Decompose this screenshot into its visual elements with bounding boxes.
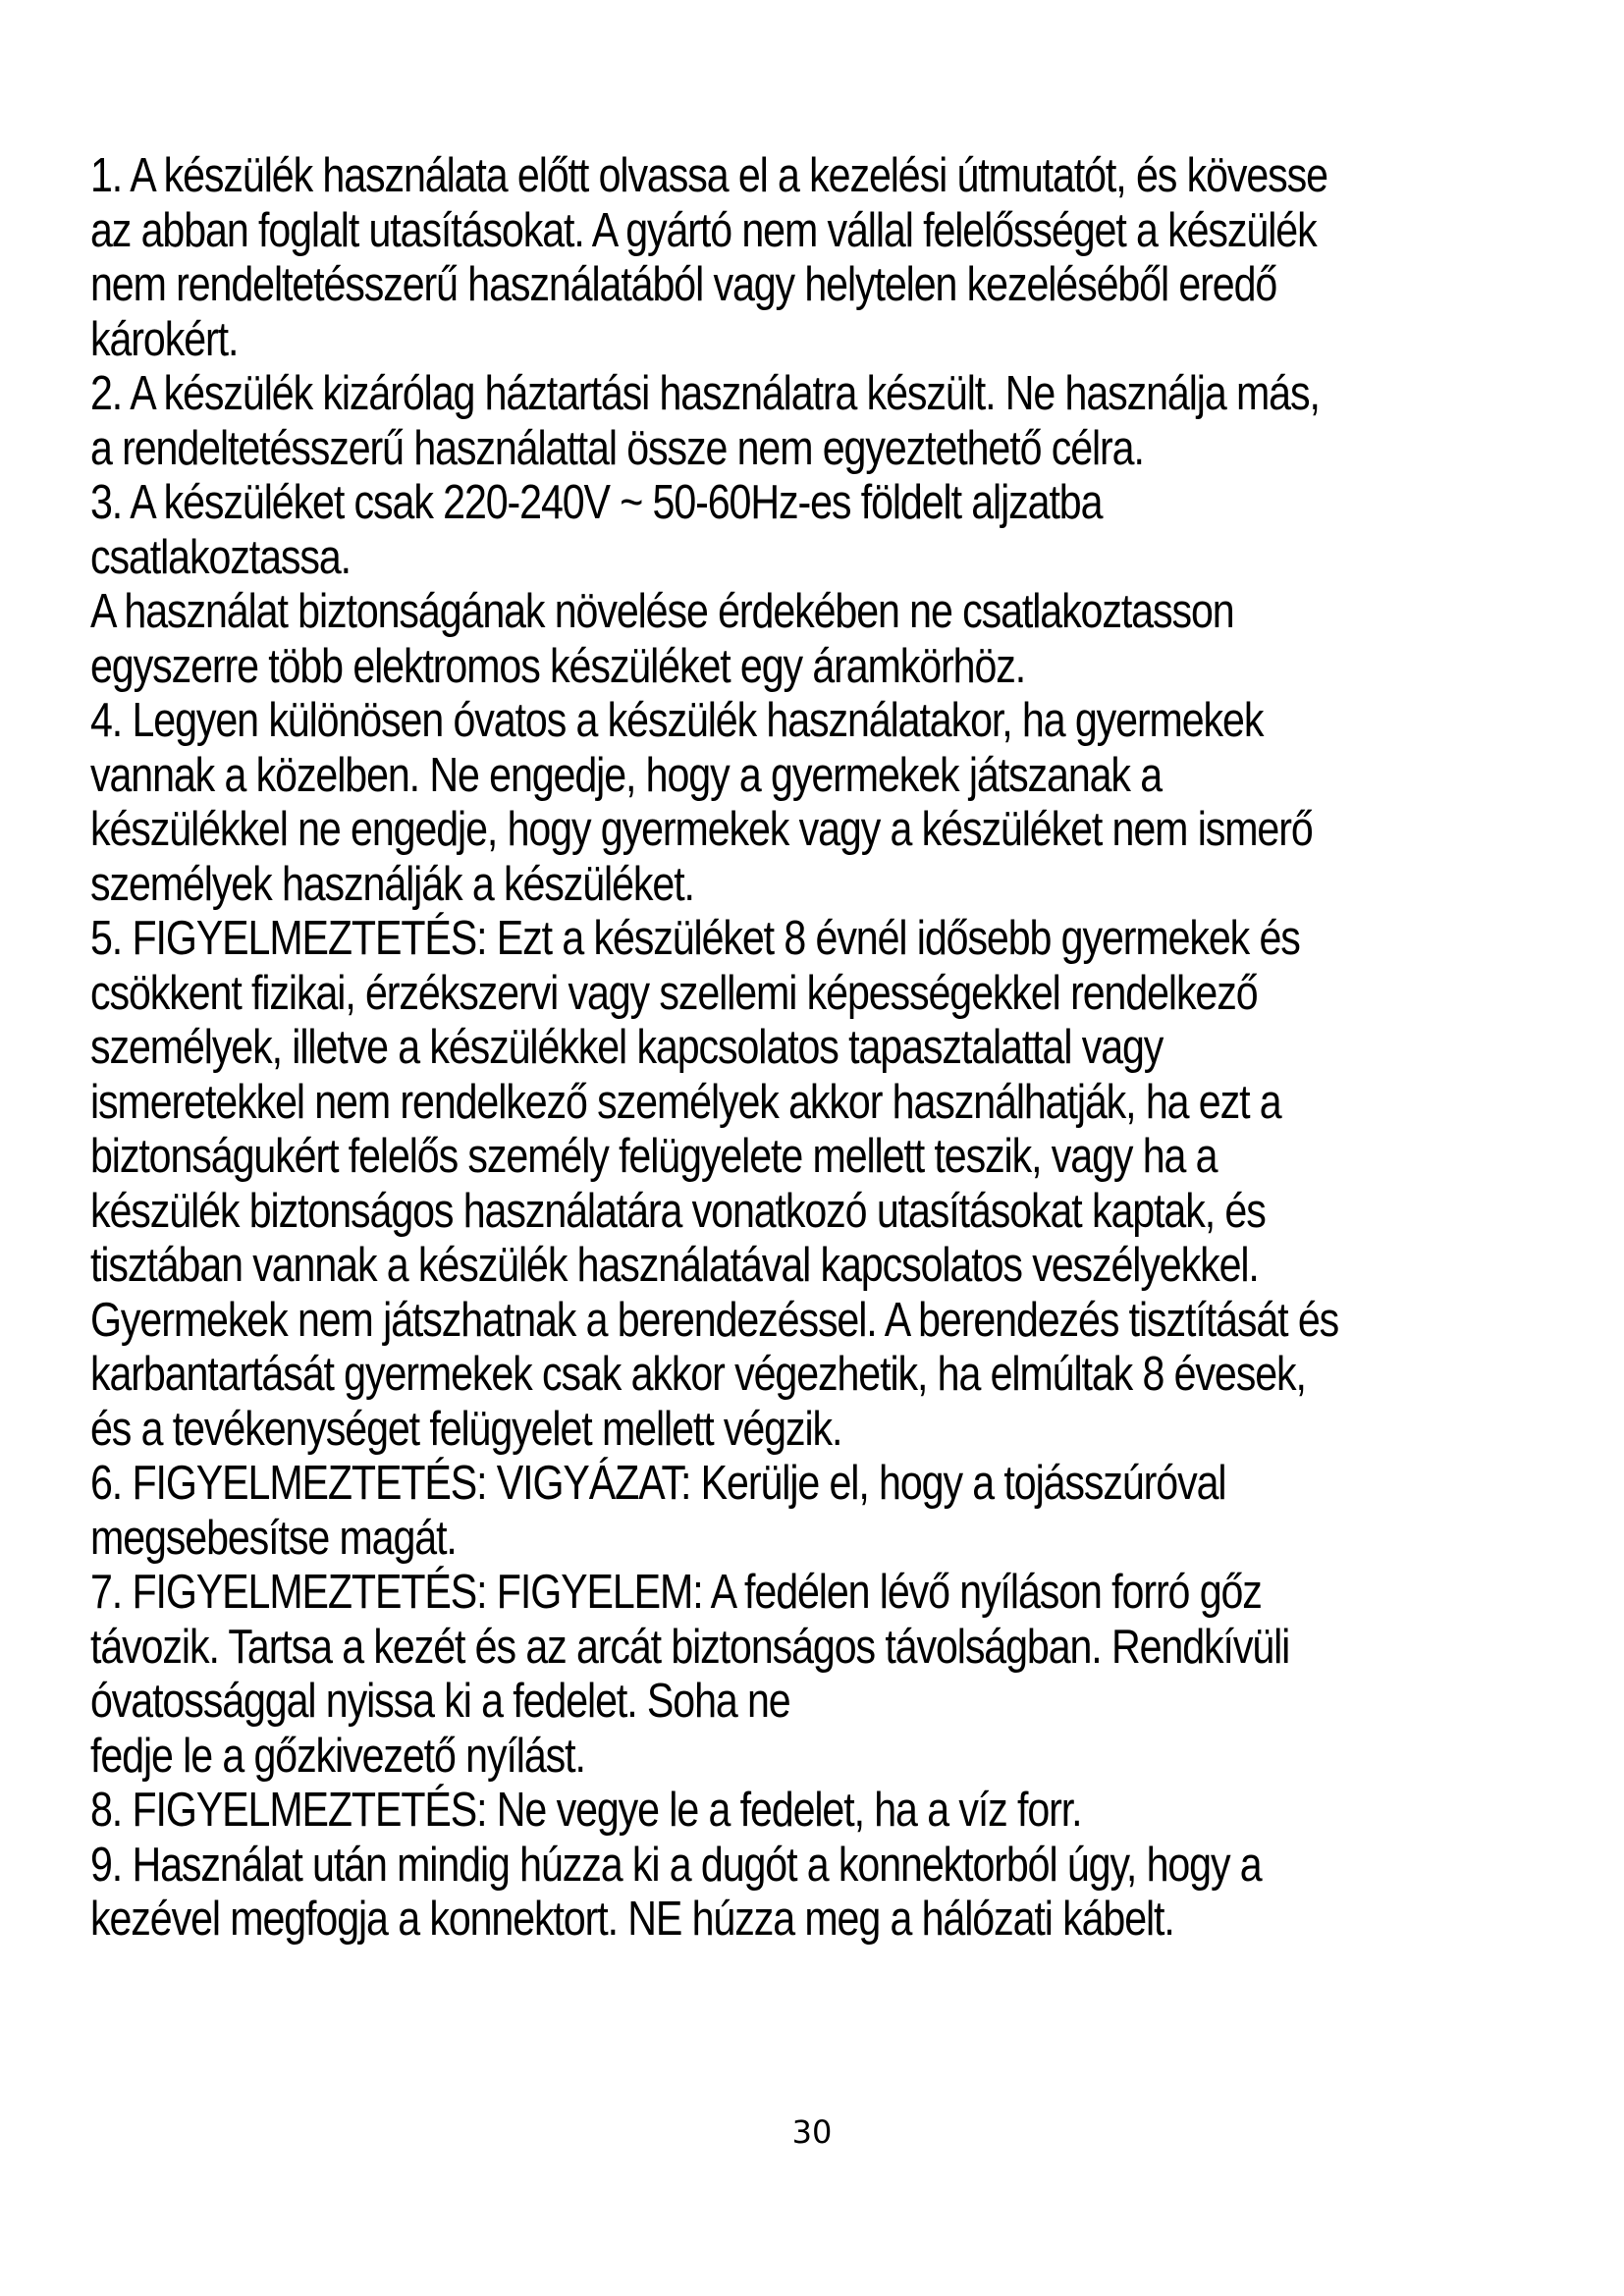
text-line: a rendeltetésszerű használattal össze nem egyeztethető célra. (90, 421, 1144, 475)
text-line: tisztában vannak a készülék használatával kapcsolatos veszélyekkel. (90, 1239, 1259, 1292)
text-line: óvatossággal nyissa ki a fedelet. Soha ne (90, 1675, 790, 1728)
text-line: károkért. (90, 312, 239, 366)
text-line: 1. A készülék használata előtt olvassa el a kezelési útmutatót, és kövesse (90, 149, 1327, 202)
text-line: készülék biztonságos használatára vonatkozó utasításokat kaptak, és (90, 1184, 1266, 1238)
text-line: 5. FIGYELMEZTETÉS: Ezt a készüléket 8 évnél idősebb gyermekek és (90, 912, 1300, 965)
safety-instructions-text (90, 149, 1542, 1948)
text-line: 8. FIGYELMEZTETÉS: Ne vegye le a fedelet, ha a víz forr. (90, 1784, 1082, 1837)
text-line: 2. A készülék kizárólag háztartási használatra készült. Ne használja más, (90, 367, 1320, 420)
text-line: az abban foglalt utasításokat. A gyártó nem vállal felelősséget a készülék (90, 203, 1317, 257)
text-line: személyek, illetve a készülékkel kapcsolatos tapasztalattal vagy (90, 1021, 1164, 1074)
text-line: vannak a közelben. Ne engedje, hogy a gyermekek játszanak a (90, 748, 1163, 802)
text-line: távozik. Tartsa a kezét és az arcát biztonságos távolságban. Rendkívüli (90, 1620, 1290, 1674)
text-line: csökkent fizikai, érzékszervi vagy szellemi képességekkel rendelkező (90, 966, 1258, 1020)
text-line: kezével megfogja a konnektort. NE húzza meg a hálózati kábelt. (90, 1893, 1174, 1946)
text-line: megsebesítse magát. (90, 1511, 457, 1565)
text-line: személyek használják a készüléket. (90, 857, 694, 911)
text-line: 9. Használat után mindig húzza ki a dugót a konnektorból úgy, hogy a (90, 1838, 1262, 1892)
text-line: 7. FIGYELMEZTETÉS: FIGYELEM: A fedélen lévő nyíláson forró gőz (90, 1566, 1262, 1619)
text-line: 3. A készüléket csak 220-240V ~ 50-60Hz-es földelt aljzatba (90, 476, 1103, 529)
text-line: ismeretekkel nem rendelkező személyek akkor használhatják, ha ezt a (90, 1075, 1281, 1129)
text-line: A használat biztonságának növelése érdekében ne csatlakoztasson (90, 585, 1234, 638)
text-line: egyszerre több elektromos készüléket egy áramkörhöz. (90, 639, 1026, 693)
text-line: Gyermekek nem játszhatnak a berendezéssel. A berendezés tisztítását és (90, 1293, 1339, 1347)
text-line: fedje le a gőzkivezető nyílást. (90, 1729, 585, 1783)
text-line: karbantartását gyermekek csak akkor végezhetik, ha elmúltak 8 évesek, (90, 1348, 1306, 1401)
text-line: és a tevékenységet felügyelet mellett végzik. (90, 1402, 842, 1456)
text-line: készülékkel ne engedje, hogy gyermekek vagy a készüléket nem ismerő (90, 803, 1313, 856)
text-line: 4. Legyen különösen óvatos a készülék használatakor, ha gyermekek (90, 694, 1264, 747)
page-number: 30 (791, 2113, 833, 2151)
text-line: csatlakoztassa. (90, 530, 352, 584)
text-line: nem rendeltetésszerű használatából vagy helytelen kezeléséből eredő (90, 258, 1277, 311)
text-line: 6. FIGYELMEZTETÉS: VIGYÁZAT: Kerülje el, hogy a tojásszúróval (90, 1457, 1226, 1510)
text-line: biztonságukért felelős személy felügyelete mellett teszik, vagy ha a (90, 1130, 1218, 1183)
